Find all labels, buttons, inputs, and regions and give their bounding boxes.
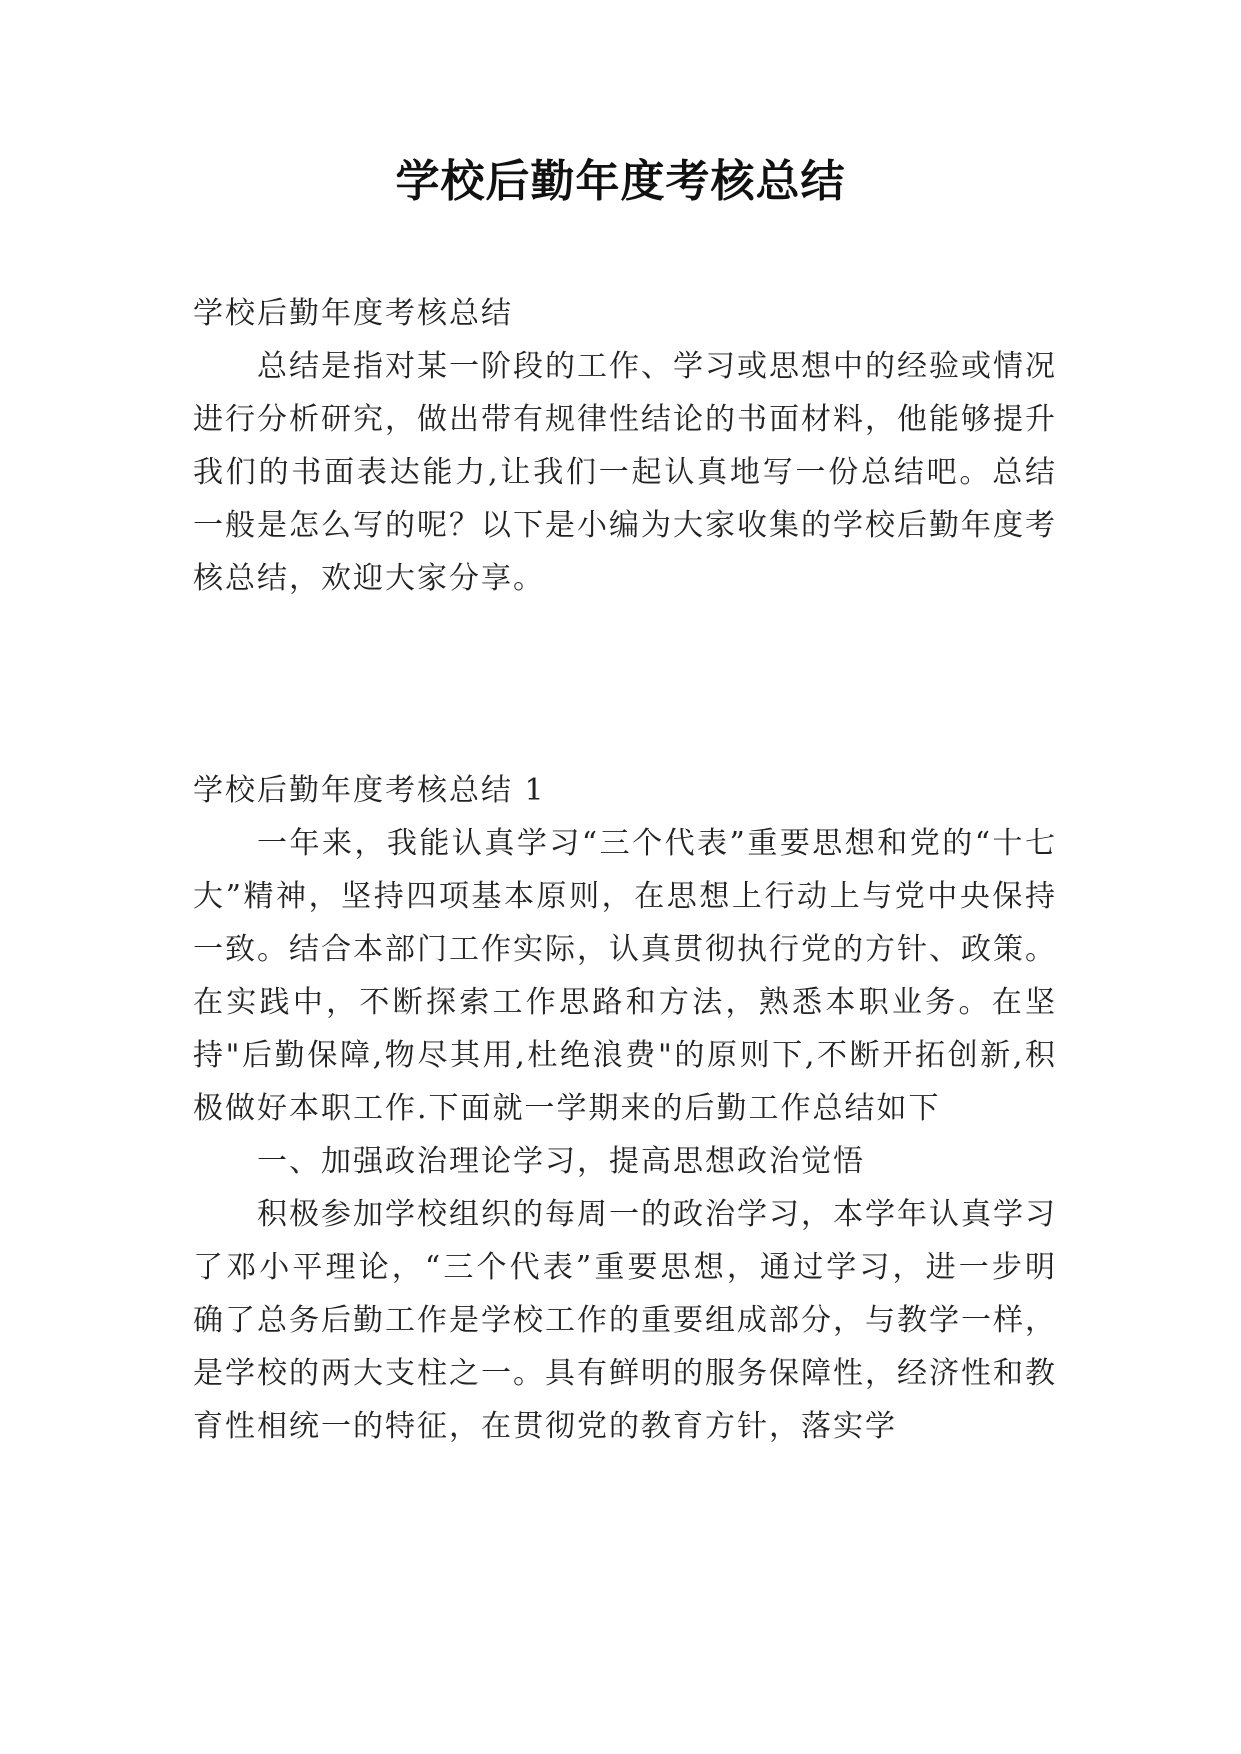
intro-paragraph: 总结是指对某一阶段的工作、学习或思想中的经验或情况进行分析研究，做出带有规律性结论的书面材料，他能够提升我们的书面表达能力,让我们一起认真地写一份总结吧。总结一般是怎么写的呢？以下是小编为大家收集的学校后勤年度考核总结，欢迎大家分享。 bbox=[193, 349, 1057, 596]
sub-heading: 一、加强政治理论学习，提高思想政治觉悟 bbox=[257, 1144, 865, 1179]
document-subtitle: 学校后勤年度考核总结 bbox=[193, 296, 513, 331]
document-title: 学校后勤年度考核总结 bbox=[395, 156, 846, 207]
section-heading: 学校后勤年度考核总结 1 bbox=[193, 773, 546, 808]
body-paragraph: 一年来，我能认真学习“三个代表”重要思想和党的“十七大”精神，坚持四项基本原则，在思想上行动上与党中央保持一致。结合本部门工作实际，认真贯彻执行党的方针、政策。在实践中，不断探索工作思路和方法，熟悉本职业务。在坚持"后勤保障,物尽其用,杜绝浪费"的原则下,不断开拓创新,积极做好本职工作.下面就一学期来的后勤工作总结如下 bbox=[193, 826, 1057, 1126]
document-body bbox=[193, 287, 1057, 1453]
body-paragraph: 积极参加学校组织的每周一的政治学习，本学年认真学习了邓小平理论，“三个代表”重要思想，通过学习，进一步明确了总务后勤工作是学校工作的重要组成部分，与教学一样，是学校的两大支柱之一。具有鲜明的服务保障性，经济性和教育性相统一的特征，在贯彻党的教育方针，落实学 bbox=[193, 1197, 1057, 1444]
section-spacer bbox=[193, 605, 1057, 764]
